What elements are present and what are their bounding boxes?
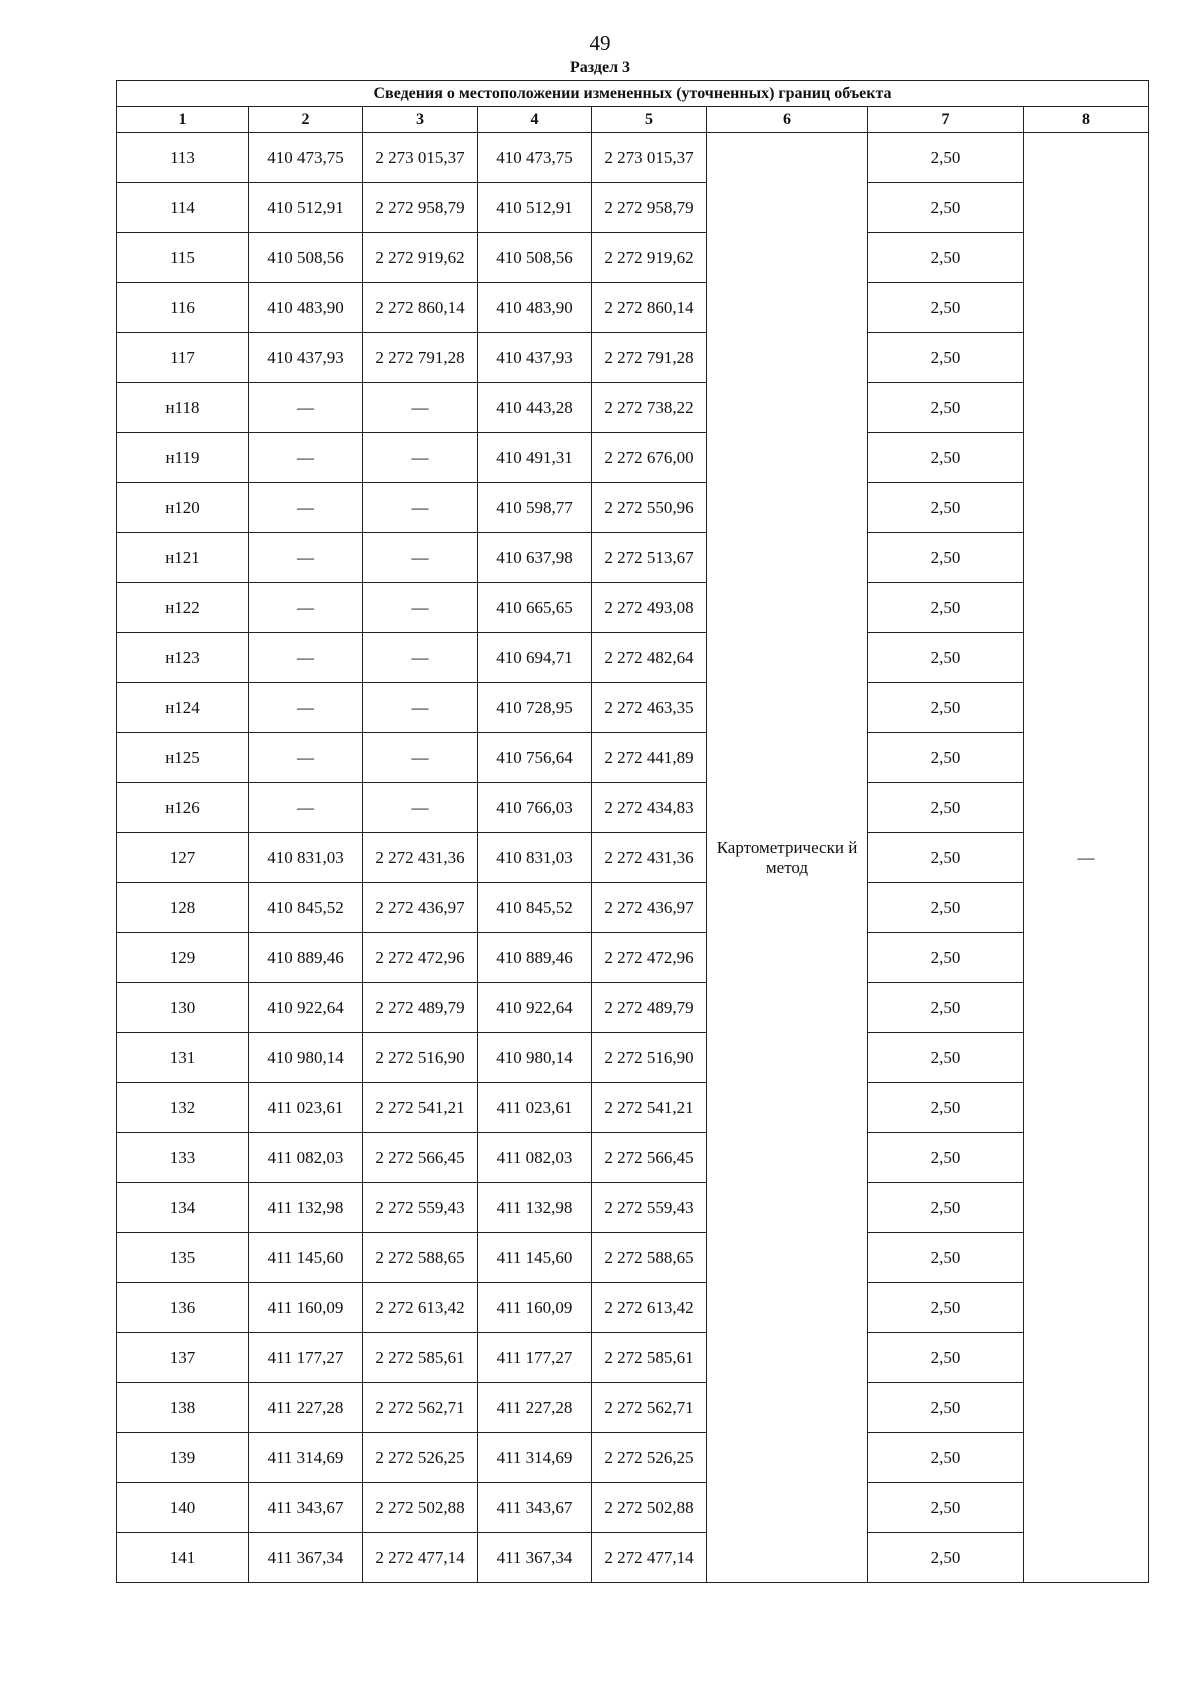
x-new-cell: 410 831,03 <box>478 833 592 883</box>
y-old-cell: 2 272 559,43 <box>363 1183 478 1233</box>
column-number-row <box>117 107 1149 133</box>
x-old-cell: — <box>249 633 363 683</box>
y-old-cell: — <box>363 433 478 483</box>
accuracy-cell: 2,50 <box>868 1283 1024 1333</box>
y-new-cell: 2 272 434,83 <box>592 783 707 833</box>
table-row <box>117 283 1149 333</box>
accuracy-cell: 2,50 <box>868 483 1024 533</box>
accuracy-cell: 2,50 <box>868 1133 1024 1183</box>
x-old-cell: 410 483,90 <box>249 283 363 333</box>
point-number-cell: н124 <box>117 683 249 733</box>
y-old-cell: — <box>363 383 478 433</box>
accuracy-cell: 2,50 <box>868 433 1024 483</box>
x-old-cell: 411 314,69 <box>249 1433 363 1483</box>
table-title: Сведения о местоположении измененных (уточненных) границ объекта <box>117 81 1149 107</box>
table-row <box>117 183 1149 233</box>
column-number: 5 <box>592 107 707 133</box>
x-new-cell: 410 922,64 <box>478 983 592 1033</box>
table-row <box>117 883 1149 933</box>
y-old-cell: 2 272 516,90 <box>363 1033 478 1083</box>
point-number-cell: н125 <box>117 733 249 783</box>
point-number-cell: н126 <box>117 783 249 833</box>
x-old-cell: — <box>249 733 363 783</box>
x-old-cell: 411 227,28 <box>249 1383 363 1433</box>
column-number: 3 <box>363 107 478 133</box>
y-new-cell: 2 272 493,08 <box>592 583 707 633</box>
x-old-cell: 410 845,52 <box>249 883 363 933</box>
section-title: Раздел 3 <box>569 59 631 76</box>
point-number-cell: 113 <box>117 133 249 183</box>
accuracy-cell: 2,50 <box>868 783 1024 833</box>
column-number: 6 <box>707 107 868 133</box>
point-number-cell: н119 <box>117 433 249 483</box>
x-new-cell: 410 598,77 <box>478 483 592 533</box>
accuracy-cell: 2,50 <box>868 233 1024 283</box>
point-number-cell: 131 <box>117 1033 249 1083</box>
x-new-cell: 411 132,98 <box>478 1183 592 1233</box>
x-old-cell: 411 177,27 <box>249 1333 363 1383</box>
table-row <box>117 433 1149 483</box>
y-new-cell: 2 272 489,79 <box>592 983 707 1033</box>
table-row <box>117 1483 1149 1533</box>
y-old-cell: 2 272 541,21 <box>363 1083 478 1133</box>
column-number: 2 <box>249 107 363 133</box>
table-title-row <box>117 81 1149 107</box>
x-old-cell: 411 145,60 <box>249 1233 363 1283</box>
y-new-cell: 2 272 431,36 <box>592 833 707 883</box>
point-number-cell: 135 <box>117 1233 249 1283</box>
x-old-cell: — <box>249 383 363 433</box>
y-old-cell: — <box>363 683 478 733</box>
x-old-cell: 411 160,09 <box>249 1283 363 1333</box>
accuracy-cell: 2,50 <box>868 1233 1024 1283</box>
accuracy-cell: 2,50 <box>868 133 1024 183</box>
accuracy-cell: 2,50 <box>868 283 1024 333</box>
y-new-cell: 2 272 676,00 <box>592 433 707 483</box>
table-row <box>117 1183 1149 1233</box>
column-number: 1 <box>117 107 249 133</box>
accuracy-cell: 2,50 <box>868 1533 1024 1583</box>
y-old-cell: 2 272 472,96 <box>363 933 478 983</box>
y-new-cell: 2 272 738,22 <box>592 383 707 433</box>
table-row <box>117 533 1149 583</box>
x-new-cell: 410 766,03 <box>478 783 592 833</box>
y-old-cell: 2 272 860,14 <box>363 283 478 333</box>
y-new-cell: 2 272 441,89 <box>592 733 707 783</box>
table-row <box>117 1233 1149 1283</box>
y-new-cell: 2 272 559,43 <box>592 1183 707 1233</box>
point-number-cell: 115 <box>117 233 249 283</box>
accuracy-cell: 2,50 <box>868 533 1024 583</box>
point-number-cell: н118 <box>117 383 249 433</box>
x-old-cell: 411 132,98 <box>249 1183 363 1233</box>
table-row <box>117 833 1149 883</box>
point-number-cell: 114 <box>117 183 249 233</box>
y-old-cell: 2 272 562,71 <box>363 1383 478 1433</box>
x-old-cell: 410 512,91 <box>249 183 363 233</box>
x-new-cell: 410 512,91 <box>478 183 592 233</box>
accuracy-cell: 2,50 <box>868 1383 1024 1433</box>
accuracy-cell: 2,50 <box>868 1333 1024 1383</box>
x-old-cell: 410 508,56 <box>249 233 363 283</box>
x-new-cell: 410 728,95 <box>478 683 592 733</box>
y-new-cell: 2 272 502,88 <box>592 1483 707 1533</box>
point-number-cell: н121 <box>117 533 249 583</box>
point-number-cell: 133 <box>117 1133 249 1183</box>
accuracy-cell: 2,50 <box>868 883 1024 933</box>
y-old-cell: 2 272 958,79 <box>363 183 478 233</box>
y-new-cell: 2 272 541,21 <box>592 1083 707 1133</box>
x-old-cell: 410 437,93 <box>249 333 363 383</box>
table-row <box>117 1283 1149 1333</box>
table-row <box>117 683 1149 733</box>
table-row <box>117 933 1149 983</box>
y-old-cell: — <box>363 533 478 583</box>
accuracy-cell: 2,50 <box>868 633 1024 683</box>
y-new-cell: 2 272 516,90 <box>592 1033 707 1083</box>
table-row <box>117 483 1149 533</box>
accuracy-cell: 2,50 <box>868 583 1024 633</box>
x-old-cell: 411 082,03 <box>249 1133 363 1183</box>
y-new-cell: 2 272 919,62 <box>592 233 707 283</box>
x-new-cell: 411 314,69 <box>478 1433 592 1483</box>
y-old-cell: 2 272 489,79 <box>363 983 478 1033</box>
point-number-cell: 136 <box>117 1283 249 1333</box>
point-number-cell: 117 <box>117 333 249 383</box>
accuracy-cell: 2,50 <box>868 733 1024 783</box>
table-row <box>117 1533 1149 1583</box>
x-new-cell: 410 443,28 <box>478 383 592 433</box>
accuracy-cell: 2,50 <box>868 1033 1024 1083</box>
column-8-cell: — <box>1024 133 1149 1583</box>
y-new-cell: 2 272 791,28 <box>592 333 707 383</box>
y-new-cell: 2 272 860,14 <box>592 283 707 333</box>
point-number-cell: 137 <box>117 1333 249 1383</box>
x-old-cell: 410 831,03 <box>249 833 363 883</box>
point-number-cell: 141 <box>117 1533 249 1583</box>
y-new-cell: 2 272 436,97 <box>592 883 707 933</box>
x-old-cell: 410 922,64 <box>249 983 363 1033</box>
x-new-cell: 411 160,09 <box>478 1283 592 1333</box>
accuracy-cell: 2,50 <box>868 1483 1024 1533</box>
method-cell: Картометрически й метод <box>707 133 868 1583</box>
x-new-cell: 411 023,61 <box>478 1083 592 1133</box>
y-new-cell: 2 272 958,79 <box>592 183 707 233</box>
point-number-cell: 140 <box>117 1483 249 1533</box>
x-new-cell: 411 227,28 <box>478 1383 592 1433</box>
y-new-cell: 2 272 562,71 <box>592 1383 707 1433</box>
y-new-cell: 2 272 588,65 <box>592 1233 707 1283</box>
x-new-cell: 410 473,75 <box>478 133 592 183</box>
y-old-cell: 2 272 502,88 <box>363 1483 478 1533</box>
x-new-cell: 410 637,98 <box>478 533 592 583</box>
accuracy-cell: 2,50 <box>868 183 1024 233</box>
x-new-cell: 410 889,46 <box>478 933 592 983</box>
table-row <box>117 383 1149 433</box>
table-row <box>117 733 1149 783</box>
point-number-cell: 128 <box>117 883 249 933</box>
x-new-cell: 410 491,31 <box>478 433 592 483</box>
table-row <box>117 1433 1149 1483</box>
point-number-cell: н122 <box>117 583 249 633</box>
y-old-cell: 2 272 919,62 <box>363 233 478 283</box>
page-number: 49 <box>589 31 611 55</box>
table-row <box>117 783 1149 833</box>
x-old-cell: 411 367,34 <box>249 1533 363 1583</box>
accuracy-cell: 2,50 <box>868 833 1024 883</box>
y-old-cell: 2 272 613,42 <box>363 1283 478 1333</box>
x-new-cell: 410 980,14 <box>478 1033 592 1083</box>
y-old-cell: 2 272 436,97 <box>363 883 478 933</box>
accuracy-cell: 2,50 <box>868 333 1024 383</box>
y-old-cell: — <box>363 583 478 633</box>
x-old-cell: — <box>249 683 363 733</box>
point-number-cell: 116 <box>117 283 249 333</box>
x-old-cell: 410 473,75 <box>249 133 363 183</box>
point-number-cell: н123 <box>117 633 249 683</box>
point-number-cell: 134 <box>117 1183 249 1233</box>
table-row <box>117 1133 1149 1183</box>
table-row <box>117 1083 1149 1133</box>
y-new-cell: 2 272 566,45 <box>592 1133 707 1183</box>
y-old-cell: 2 273 015,37 <box>363 133 478 183</box>
x-new-cell: 411 367,34 <box>478 1533 592 1583</box>
accuracy-cell: 2,50 <box>868 933 1024 983</box>
y-new-cell: 2 272 585,61 <box>592 1333 707 1383</box>
table-row <box>117 983 1149 1033</box>
x-old-cell: 411 343,67 <box>249 1483 363 1533</box>
x-new-cell: 410 845,52 <box>478 883 592 933</box>
point-number-cell: 130 <box>117 983 249 1033</box>
x-old-cell: — <box>249 483 363 533</box>
y-old-cell: — <box>363 733 478 783</box>
accuracy-cell: 2,50 <box>868 683 1024 733</box>
y-new-cell: 2 273 015,37 <box>592 133 707 183</box>
x-new-cell: 410 508,56 <box>478 233 592 283</box>
x-old-cell: — <box>249 533 363 583</box>
column-number: 4 <box>478 107 592 133</box>
accuracy-cell: 2,50 <box>868 1433 1024 1483</box>
x-old-cell: — <box>249 433 363 483</box>
point-number-cell: н120 <box>117 483 249 533</box>
y-old-cell: — <box>363 633 478 683</box>
x-old-cell: — <box>249 783 363 833</box>
y-new-cell: 2 272 477,14 <box>592 1533 707 1583</box>
y-old-cell: 2 272 791,28 <box>363 333 478 383</box>
x-new-cell: 411 145,60 <box>478 1233 592 1283</box>
table-row <box>117 133 1149 183</box>
y-new-cell: 2 272 463,35 <box>592 683 707 733</box>
accuracy-cell: 2,50 <box>868 383 1024 433</box>
y-new-cell: 2 272 513,67 <box>592 533 707 583</box>
table-row <box>117 233 1149 283</box>
x-new-cell: 410 756,64 <box>478 733 592 783</box>
x-new-cell: 410 665,65 <box>478 583 592 633</box>
y-old-cell: 2 272 526,25 <box>363 1433 478 1483</box>
x-new-cell: 411 082,03 <box>478 1133 592 1183</box>
y-old-cell: 2 272 585,61 <box>363 1333 478 1383</box>
x-old-cell: 410 980,14 <box>249 1033 363 1083</box>
point-number-cell: 127 <box>117 833 249 883</box>
y-new-cell: 2 272 482,64 <box>592 633 707 683</box>
x-new-cell: 410 694,71 <box>478 633 592 683</box>
point-number-cell: 129 <box>117 933 249 983</box>
y-new-cell: 2 272 526,25 <box>592 1433 707 1483</box>
x-new-cell: 411 343,67 <box>478 1483 592 1533</box>
y-new-cell: 2 272 613,42 <box>592 1283 707 1333</box>
accuracy-cell: 2,50 <box>868 1083 1024 1133</box>
y-new-cell: 2 272 550,96 <box>592 483 707 533</box>
x-new-cell: 410 437,93 <box>478 333 592 383</box>
y-new-cell: 2 272 472,96 <box>592 933 707 983</box>
table-row <box>117 583 1149 633</box>
y-old-cell: — <box>363 483 478 533</box>
table-row <box>117 333 1149 383</box>
table-row <box>117 1383 1149 1433</box>
x-new-cell: 411 177,27 <box>478 1333 592 1383</box>
table-row <box>117 633 1149 683</box>
column-number: 7 <box>868 107 1024 133</box>
y-old-cell: 2 272 566,45 <box>363 1133 478 1183</box>
point-number-cell: 138 <box>117 1383 249 1433</box>
x-old-cell: 411 023,61 <box>249 1083 363 1133</box>
column-number: 8 <box>1024 107 1149 133</box>
table-row <box>117 1333 1149 1383</box>
x-old-cell: — <box>249 583 363 633</box>
accuracy-cell: 2,50 <box>868 983 1024 1033</box>
table-row <box>117 1033 1149 1083</box>
y-old-cell: 2 272 588,65 <box>363 1233 478 1283</box>
x-new-cell: 410 483,90 <box>478 283 592 333</box>
accuracy-cell: 2,50 <box>868 1183 1024 1233</box>
y-old-cell: 2 272 431,36 <box>363 833 478 883</box>
y-old-cell: — <box>363 783 478 833</box>
point-number-cell: 132 <box>117 1083 249 1133</box>
coordinates-table <box>116 80 1149 1583</box>
y-old-cell: 2 272 477,14 <box>363 1533 478 1583</box>
x-old-cell: 410 889,46 <box>249 933 363 983</box>
point-number-cell: 139 <box>117 1433 249 1483</box>
